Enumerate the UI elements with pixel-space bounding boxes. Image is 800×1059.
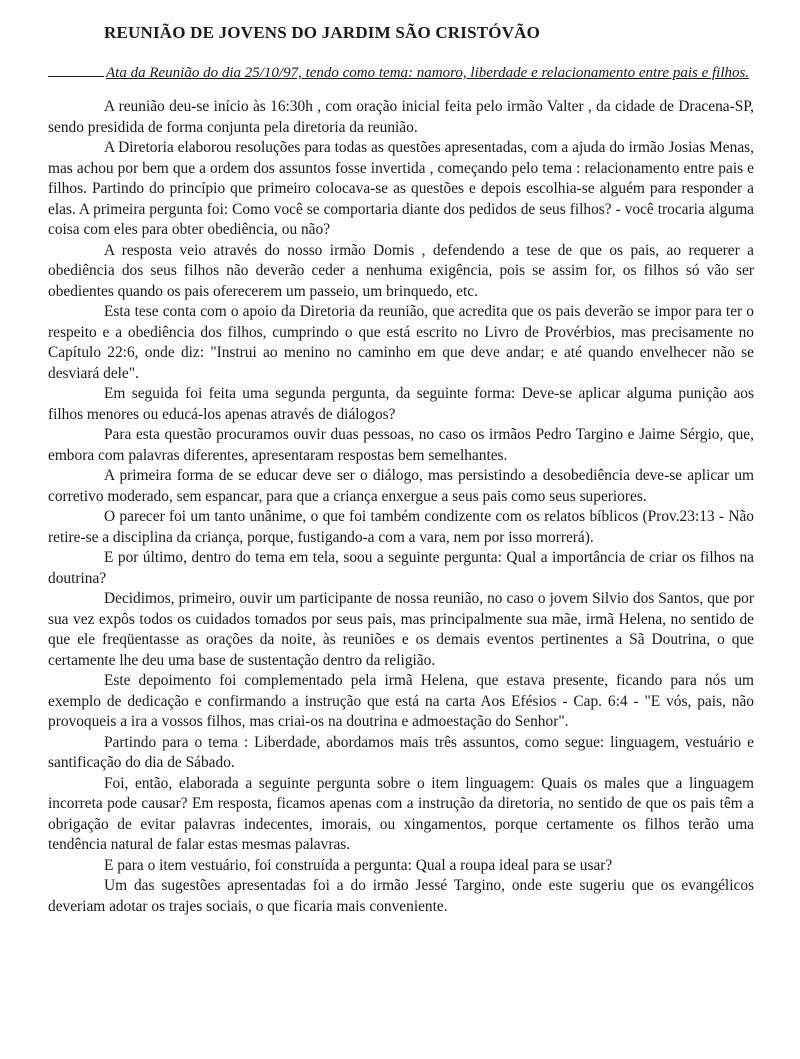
paragraph: Este depoimento foi complementado pela irmã Helena, que estava presente, ficando para nós um exemplo de dedicação e confirmando a instrução que está na carta Aos Efésios - Cap. 6:4 - "E vós, pais, não provoqueis a ira a vossos filhos, mas criai-os na doutrina e admoestação do Senhor".	[48, 672, 754, 730]
paragraph: E para o item vestuário, foi construída a pergunta: Qual a roupa ideal para se usar?	[104, 856, 613, 874]
paragraph: Esta tese conta com o apoio da Diretoria da reunião, que acredita que os pais deverão se impor para ter o respeito e a obediência dos filhos, cumprindo o que está escrito no Livro de Provérbios, mas precisamente no Capítulo 22:6, onde diz: "Instrui ao menino no caminho em que deve andar; e até quando envelhecer não se desviará dele".	[48, 303, 754, 382]
subtitle-text: Ata da Reunião do dia 25/10/97, tendo como tema: namoro, liberdade e relacionamento entre pais e filhos.	[106, 65, 750, 81]
document-subtitle	[48, 64, 754, 83]
paragraph: Decidimos, primeiro, ouvir um participante de nossa reunião, no caso o jovem Silvio dos Santos, que por sua vez expôs todos os cuidados tomados por seus pais, mas principalmente sua mãe, irmã Helena, no sentido de que ele freqüentasse as orações da noite, às reuniões e os demais eventos pertinentes a Sã Doutrina, o que certamente lhe deu uma base de sustentação dentro da religião.	[48, 590, 754, 669]
paragraph: A reunião deu-se início às 16:30h , com oração inicial feita pelo irmão Valter , da cidade de Dracena-SP, sendo presidida de forma conjunta pela diretoria da reunião.	[48, 98, 754, 136]
document-body	[48, 97, 754, 917]
paragraph: A resposta veio através do nosso irmão Domis , defendendo a tese de que os pais, ao requerer a obediência dos seus filhos não deverão ceder a nenhuma exigência, pois se assim for, os filhos só vão ser obedientes quando os pais oferecerem um passeio, um brinquedo, etc.	[48, 241, 754, 300]
paragraph: Foi, então, elaborada a seguinte pergunta sobre o item linguagem: Quais os males que a linguagem incorreta pode causar? Em resposta, ficamos apenas com a instrução da diretoria, no sentido de que os pais têm a obrigação de evitar palavras indecentes, imorais, ou xingamentos, porque certamente os filhos terão uma tendência natural de falar estas mesmas palavras.	[48, 774, 754, 853]
paragraph: Em seguida foi feita uma segunda pergunta, da seguinte forma: Deve-se aplicar alguma punição aos filhos menores ou educá-los apenas através de diálogos?	[48, 385, 754, 423]
paragraph: Para esta questão procuramos ouvir duas pessoas, no caso os irmãos Pedro Targino e Jaime Sérgio, que, embora com palavras diferentes, apresentaram respostas bem semelhantes.	[48, 426, 754, 464]
document-title: REUNIÃO DE JOVENS DO JARDIM SÃO CRISTÓVÃO	[104, 23, 541, 42]
paragraph: E por último, dentro do tema em tela, soou a seguinte pergunta: Qual a importância de criar os filhos na doutrina?	[48, 549, 754, 587]
paragraph: Partindo para o tema : Liberdade, abordamos mais três assuntos, como segue: linguagem, vestuário e santificação do dia de Sábado.	[48, 733, 754, 771]
paragraph: A Diretoria elaborou resoluções para todas as questões apresentadas, com a ajuda do irmão Josias Menas, mas achou por bem que a ordem dos assuntos fosse invertida , começando pelo tema : relacionamento entre pais e filhos. Partindo do princípio que primeiro colocava-se as questões e depois escolhia-se alguém para responder a elas. A primeira pergunta foi: Como você se comportaria diante dos pedidos de seus filhos? - você trocaria alguma coisa com eles para obter obediência, ou não?	[48, 139, 754, 238]
paragraph: A primeira forma de se educar deve ser o diálogo, mas persistindo a desobediência deve-se aplicar um corretivo moderado, sem espancar, para que a criança enxergue a seus pais como seus superiores.	[48, 467, 754, 505]
subtitle-leader-line	[48, 76, 104, 77]
paragraph: O parecer foi um tanto unânime, o que foi também condizente com os relatos bíblicos (Prov.23:13 - Não retire-se a disciplina da criança, porque, fustigando-a com a vara, nem por isso morrerá).	[48, 508, 754, 546]
paragraph: Um das sugestões apresentadas foi a do irmão Jessé Targino, onde este sugeriu que os evangélicos deveriam adotar os trajes sociais, o que ficaria mais conveniente.	[48, 877, 754, 915]
